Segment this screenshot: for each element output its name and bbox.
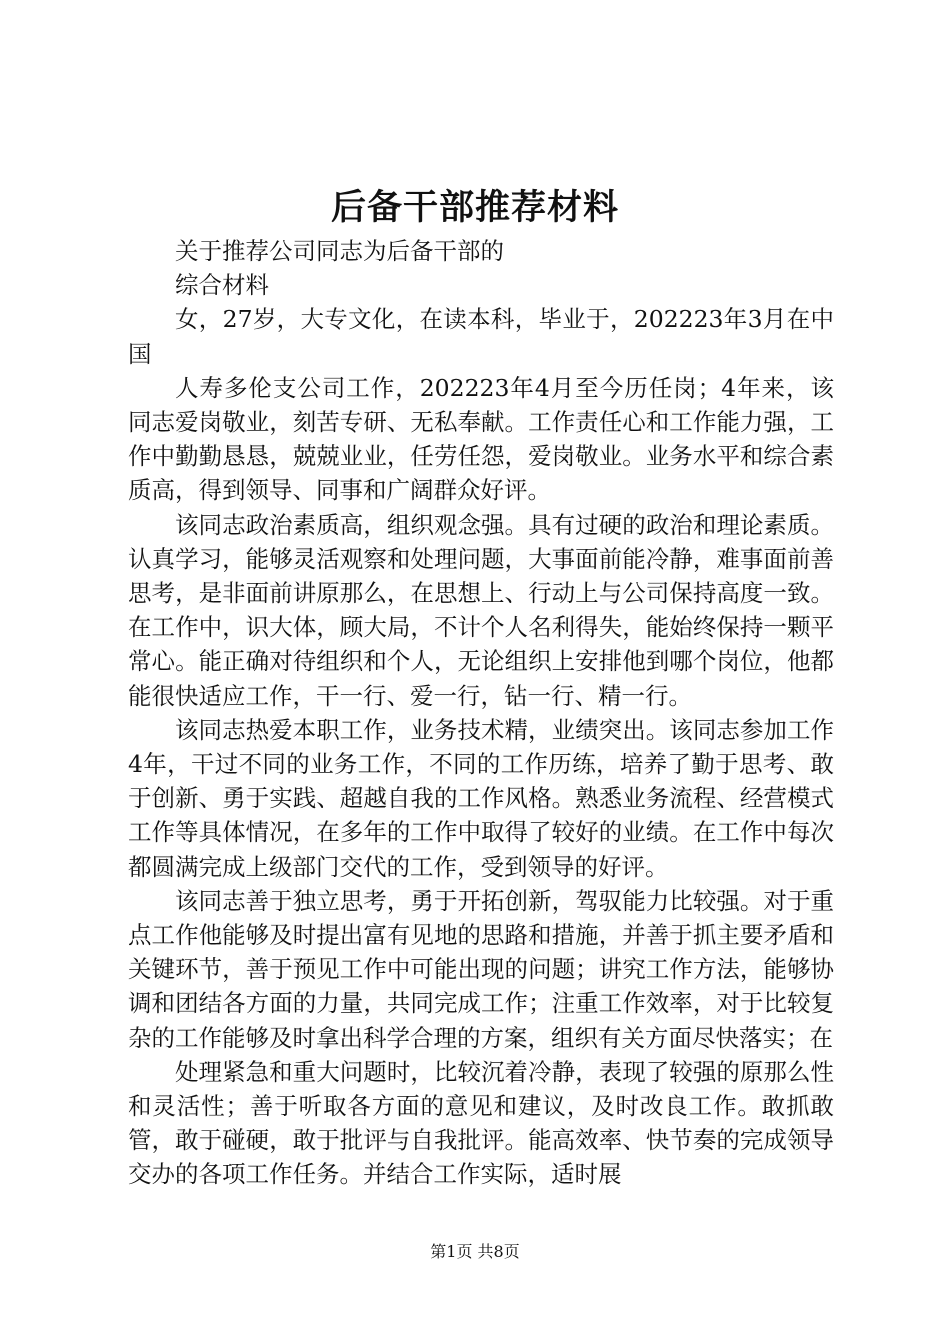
document-body [128,234,834,1192]
paragraph: 该同志热爱本职工作，业务技术精，业绩突出。该同志参加工作4年，干过不同的业务工作，不同的工作历练，培养了勤于思考、敢于创新、勇于实践、超越自我的工作风格。熟悉业务流程、经营模式工作等具体情况，在多年的工作中取得了较好的业绩。在工作中每次都圆满完成上级部门交代的工作，受到领导的好评。 [128,715,834,881]
paragraph: 综合材料 [175,271,269,300]
page-title: 后备干部推荐材料 [330,187,619,228]
page-footer: 第1页 共8页 [430,1242,520,1261]
paragraph: 人寿多伦支公司工作，202223年4月至今历任岗；4年来，该同志爱岗敬业，刻苦专研、无私奉献。工作责任心和工作能力强，工作中勤勤恳恳，兢兢业业，任劳任怨，爱岗敬业。业务水平和综合素质高，得到领导、同事和广阔群众好评。 [128,373,834,505]
paragraph: 该同志善于独立思考，勇于开拓创新，驾驭能力比较强。对于重点工作他能够及时提出富有见地的思路和措施，并善于抓主要矛盾和关键环节，善于预见工作中可能出现的问题；讲究工作方法，能够协调和团结各方面的力量，共同完成工作；注重工作效率，对于比较复杂的工作能够及时拿出科学合理的方案，组织有关方面尽快落实；在 [128,886,834,1052]
paragraph: 该同志政治素质高，组织观念强。具有过硬的政治和理论素质。认真学习，能够灵活观察和处理问题，大事面前能冷静，难事面前善思考，是非面前讲原那么，在思想上、行动上与公司保持高度一致。在工作中，识大体，顾大局，不计个人名利得失，能始终保持一颗平常心。能正确对待组织和个人，无论组织上安排他到哪个岗位，他都能很快适应工作，干一行、爱一行，钻一行、精一行。 [128,510,834,710]
paragraph: 关于推荐公司同志为后备干部的 [175,237,504,265]
paragraph: 女，27岁，大专文化，在读本科，毕业于，202223年3月在中国 [128,305,834,368]
paragraph: 处理紧急和重大问题时，比较沉着冷静，表现了较强的原那么性和灵活性；善于听取各方面的意见和建议，及时改良工作。敢抓敢管，敢于碰硬，敢于批评与自我批评。能高效率、快节奏的完成领导交办的各项工作任务。并结合工作实际，适时展 [128,1057,834,1189]
